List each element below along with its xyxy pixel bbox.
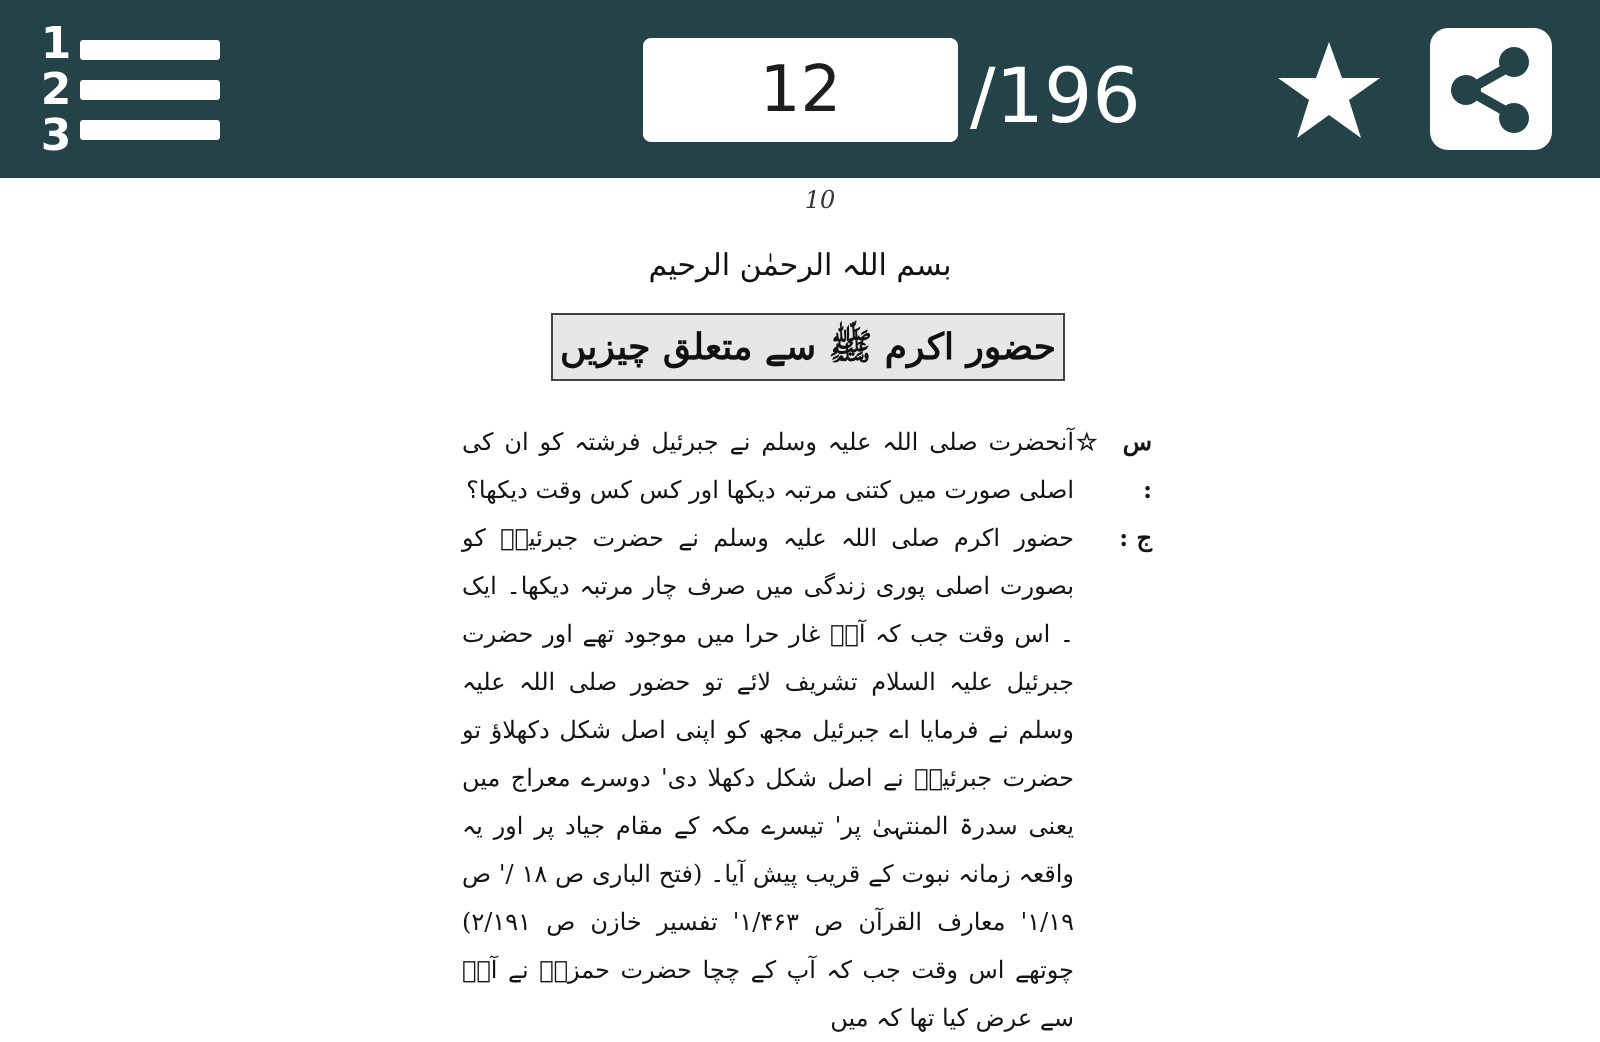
answer-marker: ج : [1119,523,1152,552]
toc-number-2: 2 [40,64,72,115]
page-number-input[interactable] [643,38,958,142]
page-text [462,418,1152,1042]
answer-text: حضور اکرم صلی اللہ علیہ وسلم نے حضرت جبرئیلؑ کو بصورت اصلی پوری زندگی میں صرف چار مرتبہ دیکھا۔ ایک ۔ اس وقت جب کہ آپؐ غار حرا میں موجود تھے اور حضرت جبرئیل علیہ السلام تشریف لائے تو حضور صلی اللہ علیہ وسلم نے فرمایا اے جبرئیل مجھ کو اپنی اصل شکل دکھلاؤ تو حضرت جبرئیلؑ نے اصل شکل دکھلا دی' دوسرے معراج میں یعنی سدرۃ المنتہیٰ پر' تیسرے مکہ کے مقام جیاد پر اور یہ واقعہ زمانہ نبوت کے قریب پیش آیا۔ (فتح الباری ص ۱۸ /' ص ۱/۱۹' معارف القرآن ص ۱/۴۶۳' تفسیر خازن ص ۲/۱۹۱) چوتھے اس وقت جب کہ آپ کے چچا حضرت حمزہؓ نے آپؐ سے عرض کیا تھا کہ میں [462,524,1074,1032]
list-line [80,40,220,60]
printed-page-number: 10 [804,186,836,214]
share-button[interactable] [1430,28,1552,150]
list-line [80,80,220,100]
table-of-contents-button[interactable] [38,20,188,162]
answer-paragraph [462,514,1152,1042]
question-text: آنحضرت صلی اللہ علیہ وسلم نے جبرئیل فرشتہ کو ان کی اصلی صورت میں کتنی مرتبہ دیکھا اور کس کس وقت دیکھا؟ [462,428,1074,504]
total-pages-label: /196 [970,51,1141,140]
star-icon [1274,38,1384,144]
share-icon [1430,28,1552,150]
toc-number-3: 3 [40,110,72,161]
bismillah-heading: بسم اللہ الرحمٰن الرحیم [648,248,952,283]
question-paragraph [462,418,1152,514]
bookmark-button[interactable] [1274,38,1384,144]
top-toolbar [0,0,1600,178]
question-marker: س ☆ : [1076,427,1152,504]
list-line [80,120,220,140]
book-page[interactable] [0,178,1600,1032]
toc-number-1: 1 [40,18,72,69]
chapter-title: حضور اکرم ﷺ سے متعلق چیزیں [551,313,1065,381]
